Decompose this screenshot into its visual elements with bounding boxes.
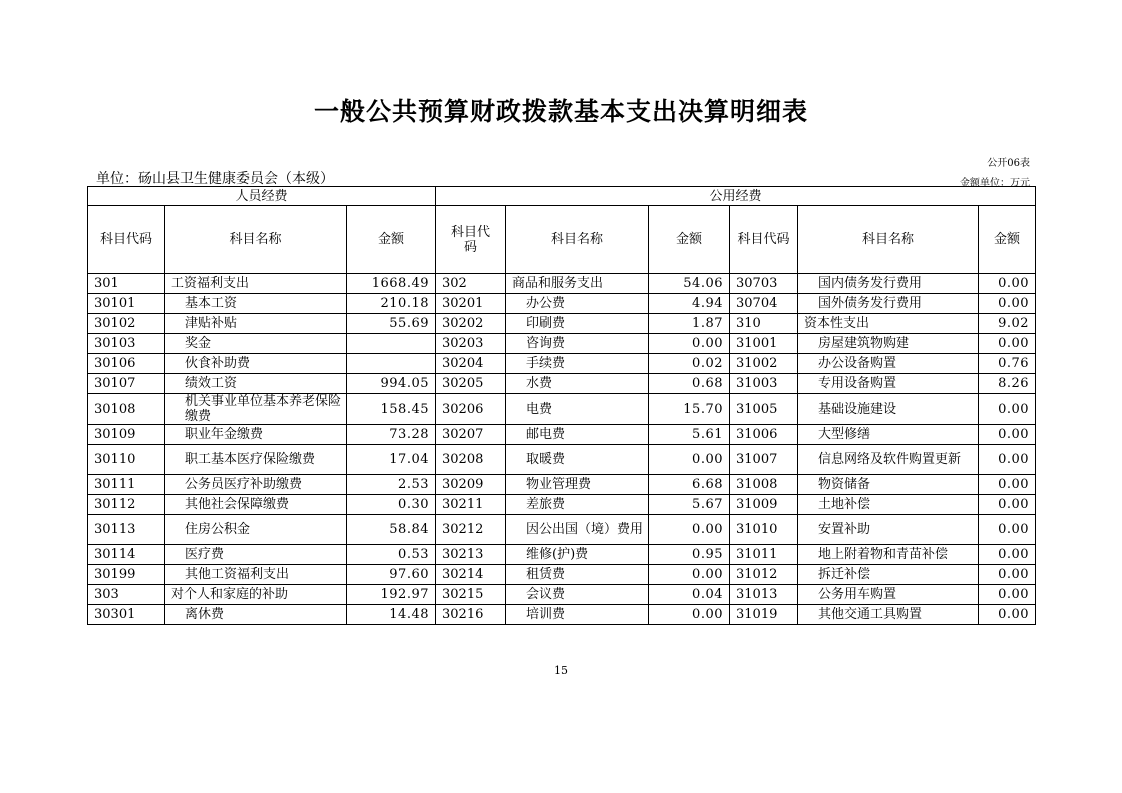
column-header-amount: 金额 — [347, 206, 436, 274]
cell-name: 办公设备购置 — [798, 354, 979, 374]
cell-amount: 5.67 — [649, 495, 730, 515]
cell-code: 31006 — [730, 425, 798, 445]
table-row — [88, 495, 1036, 515]
cell-amount: 0.00 — [979, 394, 1036, 425]
cell-code: 30213 — [436, 545, 506, 565]
cell-amount: 158.45 — [347, 394, 436, 425]
cell-code: 30114 — [88, 545, 165, 565]
table-row — [88, 565, 1036, 585]
cell-amount — [347, 334, 436, 354]
cell-name: 取暖费 — [506, 445, 649, 475]
cell-code: 30204 — [436, 354, 506, 374]
table-body — [88, 274, 1036, 625]
cell-name: 维修(护)费 — [506, 545, 649, 565]
cell-amount: 0.00 — [979, 274, 1036, 294]
cell-code: 30205 — [436, 374, 506, 394]
cell-code: 30106 — [88, 354, 165, 374]
cell-name: 工资福利支出 — [165, 274, 347, 294]
table-row — [88, 334, 1036, 354]
cell-name: 基本工资 — [165, 294, 347, 314]
cell-name: 机关事业单位基本养老保险缴费 — [165, 394, 347, 425]
table-row — [88, 394, 1036, 425]
table-row — [88, 274, 1036, 294]
cell-name: 土地补偿 — [798, 495, 979, 515]
cell-name: 伙食补助费 — [165, 354, 347, 374]
cell-amount: 0.00 — [979, 545, 1036, 565]
column-header-code: 科目代码 — [730, 206, 798, 274]
cell-code: 31005 — [730, 394, 798, 425]
cell-amount: 0.04 — [649, 585, 730, 605]
cell-code: 30107 — [88, 374, 165, 394]
cell-name: 基础设施建设 — [798, 394, 979, 425]
table-row — [88, 445, 1036, 475]
cell-code: 30215 — [436, 585, 506, 605]
cell-amount: 9.02 — [979, 314, 1036, 334]
cell-code: 30110 — [88, 445, 165, 475]
cell-code: 31001 — [730, 334, 798, 354]
cell-code: 31007 — [730, 445, 798, 475]
column-header-name: 科目名称 — [165, 206, 347, 274]
cell-name: 地上附着物和青苗补偿 — [798, 545, 979, 565]
cell-amount: 0.00 — [979, 515, 1036, 545]
cell-name: 水费 — [506, 374, 649, 394]
table-row — [88, 314, 1036, 334]
cell-name: 因公出国（境）费用 — [506, 515, 649, 545]
cell-amount: 1668.49 — [347, 274, 436, 294]
column-header-name: 科目名称 — [798, 206, 979, 274]
cell-amount: 0.00 — [649, 515, 730, 545]
cell-name: 住房公积金 — [165, 515, 347, 545]
form-number: 公开06表 — [987, 158, 1030, 169]
cell-amount: 0.00 — [649, 334, 730, 354]
cell-code: 30206 — [436, 394, 506, 425]
cell-amount: 58.84 — [347, 515, 436, 545]
cell-code: 31019 — [730, 605, 798, 625]
cell-name: 对个人和家庭的补助 — [165, 585, 347, 605]
cell-amount: 0.00 — [649, 445, 730, 475]
cell-name: 办公费 — [506, 294, 649, 314]
cell-code: 31012 — [730, 565, 798, 585]
cell-name: 物业管理费 — [506, 475, 649, 495]
cell-name: 商品和服务支出 — [506, 274, 649, 294]
table-row — [88, 374, 1036, 394]
cell-amount: 97.60 — [347, 565, 436, 585]
cell-name: 会议费 — [506, 585, 649, 605]
cell-name: 离休费 — [165, 605, 347, 625]
cell-name: 其他工资福利支出 — [165, 565, 347, 585]
cell-amount: 14.48 — [347, 605, 436, 625]
cell-code: 30108 — [88, 394, 165, 425]
cell-name: 公务员医疗补助缴费 — [165, 475, 347, 495]
cell-name: 手续费 — [506, 354, 649, 374]
cell-name: 其他社会保障缴费 — [165, 495, 347, 515]
cell-amount: 210.18 — [347, 294, 436, 314]
cell-name: 奖金 — [165, 334, 347, 354]
cell-amount: 0.00 — [979, 605, 1036, 625]
cell-amount: 0.02 — [649, 354, 730, 374]
cell-amount: 55.69 — [347, 314, 436, 334]
cell-amount: 6.68 — [649, 475, 730, 495]
cell-name: 房屋建筑物购建 — [798, 334, 979, 354]
cell-name: 拆迁补偿 — [798, 565, 979, 585]
cell-code: 31002 — [730, 354, 798, 374]
table-row — [88, 545, 1036, 565]
cell-amount: 0.00 — [649, 605, 730, 625]
cell-amount: 2.53 — [347, 475, 436, 495]
cell-code: 30102 — [88, 314, 165, 334]
cell-name: 差旅费 — [506, 495, 649, 515]
cell-amount: 54.06 — [649, 274, 730, 294]
cell-amount — [347, 354, 436, 374]
cell-code: 31008 — [730, 475, 798, 495]
cell-amount: 0.00 — [979, 294, 1036, 314]
table-row — [88, 354, 1036, 374]
cell-amount: 15.70 — [649, 394, 730, 425]
cell-name: 安置补助 — [798, 515, 979, 545]
cell-code: 303 — [88, 585, 165, 605]
cell-amount: 0.53 — [347, 545, 436, 565]
cell-name: 国外债务发行费用 — [798, 294, 979, 314]
column-header-code: 科目代码 — [436, 206, 506, 274]
cell-code: 30201 — [436, 294, 506, 314]
cell-name: 职工基本医疗保险缴费 — [165, 445, 347, 475]
cell-amount: 73.28 — [347, 425, 436, 445]
cell-code: 31010 — [730, 515, 798, 545]
cell-name: 津贴补贴 — [165, 314, 347, 334]
cell-code: 31009 — [730, 495, 798, 515]
cell-code: 30301 — [88, 605, 165, 625]
cell-code: 30113 — [88, 515, 165, 545]
cell-code: 30202 — [436, 314, 506, 334]
cell-name: 印刷费 — [506, 314, 649, 334]
cell-code: 30216 — [436, 605, 506, 625]
page-title: 一般公共预算财政拨款基本支出决算明细表 — [313, 97, 808, 126]
cell-amount: 4.94 — [649, 294, 730, 314]
cell-name: 信息网络及软件购置更新 — [798, 445, 979, 475]
cell-amount: 0.00 — [979, 565, 1036, 585]
cell-name: 公务用车购置 — [798, 585, 979, 605]
cell-code: 301 — [88, 274, 165, 294]
group-header-public: 公用经费 — [436, 187, 1036, 206]
cell-name: 咨询费 — [506, 334, 649, 354]
cell-code: 302 — [436, 274, 506, 294]
cell-code: 30199 — [88, 565, 165, 585]
column-header-amount: 金额 — [649, 206, 730, 274]
cell-code: 30211 — [436, 495, 506, 515]
cell-code: 30212 — [436, 515, 506, 545]
cell-name: 绩效工资 — [165, 374, 347, 394]
cell-code: 30112 — [88, 495, 165, 515]
cell-amount: 1.87 — [649, 314, 730, 334]
cell-name: 资本性支出 — [798, 314, 979, 334]
cell-amount: 8.26 — [979, 374, 1036, 394]
cell-code: 30111 — [88, 475, 165, 495]
cell-amount: 0.00 — [979, 425, 1036, 445]
cell-amount: 0.68 — [649, 374, 730, 394]
cell-name: 职业年金缴费 — [165, 425, 347, 445]
cell-code: 30103 — [88, 334, 165, 354]
expenditure-table — [87, 186, 1036, 625]
cell-code: 30209 — [436, 475, 506, 495]
table-row — [88, 515, 1036, 545]
page-number: 15 — [554, 664, 568, 677]
table-row — [88, 425, 1036, 445]
table-row — [88, 294, 1036, 314]
cell-code: 30203 — [436, 334, 506, 354]
cell-code: 30109 — [88, 425, 165, 445]
cell-amount: 5.61 — [649, 425, 730, 445]
cell-name: 物资储备 — [798, 475, 979, 495]
cell-amount: 0.30 — [347, 495, 436, 515]
cell-code: 310 — [730, 314, 798, 334]
cell-amount: 0.00 — [979, 495, 1036, 515]
cell-code: 30703 — [730, 274, 798, 294]
cell-code: 31013 — [730, 585, 798, 605]
table-row — [88, 475, 1036, 495]
cell-amount: 0.00 — [649, 565, 730, 585]
cell-code: 30207 — [436, 425, 506, 445]
cell-code: 30704 — [730, 294, 798, 314]
column-header-name: 科目名称 — [506, 206, 649, 274]
cell-amount: 994.05 — [347, 374, 436, 394]
cell-code: 30208 — [436, 445, 506, 475]
cell-amount: 0.00 — [979, 445, 1036, 475]
cell-name: 医疗费 — [165, 545, 347, 565]
cell-code: 31011 — [730, 545, 798, 565]
cell-code: 30214 — [436, 565, 506, 585]
cell-name: 专用设备购置 — [798, 374, 979, 394]
cell-amount: 0.00 — [979, 585, 1036, 605]
cell-code: 31003 — [730, 374, 798, 394]
column-header-code: 科目代码 — [88, 206, 165, 274]
cell-name: 邮电费 — [506, 425, 649, 445]
cell-name: 租赁费 — [506, 565, 649, 585]
cell-code: 30101 — [88, 294, 165, 314]
currency-unit: 金额单位：万元 — [960, 178, 1030, 189]
cell-name: 电费 — [506, 394, 649, 425]
cell-amount: 17.04 — [347, 445, 436, 475]
table-row — [88, 605, 1036, 625]
cell-amount: 0.76 — [979, 354, 1036, 374]
cell-name: 大型修缮 — [798, 425, 979, 445]
cell-name: 国内债务发行费用 — [798, 274, 979, 294]
cell-amount: 192.97 — [347, 585, 436, 605]
group-header-personnel: 人员经费 — [88, 187, 436, 206]
table-row — [88, 585, 1036, 605]
cell-name: 其他交通工具购置 — [798, 605, 979, 625]
cell-amount: 0.95 — [649, 545, 730, 565]
cell-amount: 0.00 — [979, 334, 1036, 354]
cell-name: 培训费 — [506, 605, 649, 625]
cell-amount: 0.00 — [979, 475, 1036, 495]
column-header-amount: 金额 — [979, 206, 1036, 274]
reporting-unit: 单位：砀山县卫生健康委员会（本级） — [96, 171, 334, 187]
